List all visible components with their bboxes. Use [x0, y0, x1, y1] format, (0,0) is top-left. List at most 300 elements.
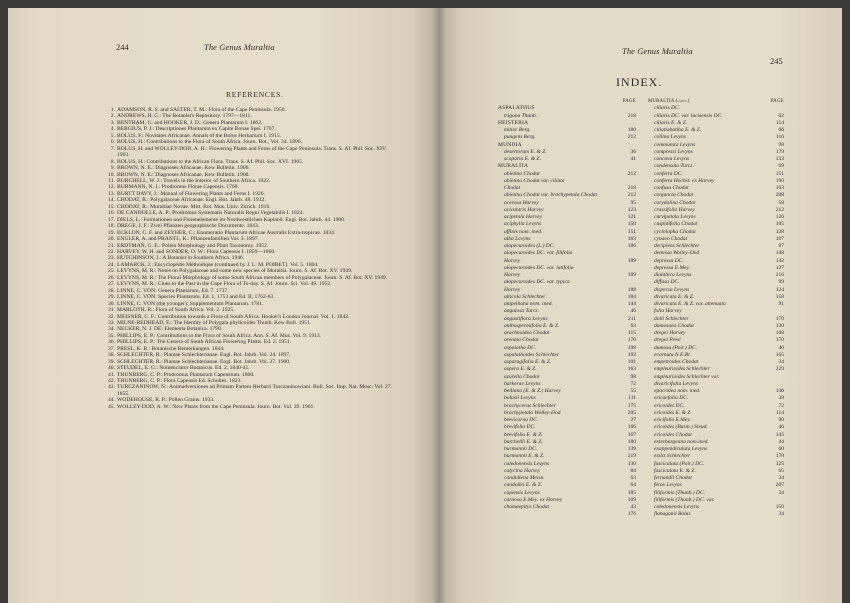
- reference-text: BOLUS, H.: Contributions to the Flora of South Africa. Journ. Bot., Vol. 34. 1896.: [117, 139, 303, 146]
- index-entry-page: 121: [627, 214, 636, 220]
- index-entry: [648, 504, 784, 511]
- reference-number: 28.: [108, 287, 115, 294]
- reference-number: 24.: [108, 261, 115, 268]
- index-entry: [498, 294, 636, 301]
- reference-number: 7.: [110, 145, 115, 152]
- reference-item: [104, 146, 394, 159]
- index-entry-name: arenata Chodat: [504, 337, 539, 344]
- index-entry-page: 150: [627, 221, 636, 228]
- index-entry-page: 218: [627, 112, 636, 119]
- index-entry: [648, 497, 784, 504]
- index-entry-name: barkerae Levyns: [504, 380, 541, 387]
- reference-text: BENTHAM, G. and HOOKER, J. D.: Genera Plantarum I. 1862.: [117, 119, 263, 126]
- reference-text: SCHLECHTER, R.: Plantae Schlechterianae. Engl. Bot. Jahrb. Vol. 27. 1900.: [117, 358, 291, 365]
- index-entry-name: empleurioides Schlechter: [654, 366, 710, 373]
- reference-text: BOLUS, F.: Novitates Africanae. Annals of the Bolus Herbarium I. 1915.: [117, 132, 282, 139]
- index-entry-name: calycina Harvey: [504, 467, 541, 474]
- reference-text: BURMANN, N. J.: Prodromus Florae Capensis. 1768.: [117, 184, 239, 191]
- index-entry-page: 216: [775, 272, 784, 278]
- index-entry-name: abietina Chodat var. ciliata: [504, 177, 565, 184]
- index-entry: [498, 200, 636, 207]
- index-entry: [648, 250, 784, 257]
- index-entry-name: exappendiculata Levyns: [654, 446, 707, 452]
- index-entry-page: 176: [627, 511, 636, 518]
- gutter-shadow: [432, 8, 446, 603]
- index-entry: [648, 352, 784, 359]
- index-entry-name: cuspidifolia Chodat: [654, 221, 698, 228]
- index-entry-page: 95: [630, 199, 636, 206]
- index-entry-page: 34: [778, 359, 784, 365]
- index-entry-name: brachyceras Schlechter: [504, 402, 556, 409]
- index-entry-page: 130: [627, 460, 636, 467]
- index-entry-page: [618, 265, 636, 272]
- index-entry-name: fasciculata E. & Z.: [654, 467, 696, 474]
- index-entry-name: dregei Harvey: [654, 330, 686, 336]
- index-entry: [648, 366, 784, 373]
- index-entry: [498, 243, 636, 250]
- index-entry-page: 145: [775, 431, 784, 438]
- index-entry: [498, 374, 636, 381]
- index-entry: [648, 279, 784, 286]
- reference-number: 44.: [108, 397, 115, 404]
- index-entry: [648, 127, 784, 134]
- index-entry-name: burmannii E. & Z.: [504, 453, 545, 460]
- index-entry-name: divaricifolia Levyns: [654, 380, 698, 387]
- index-entry: [648, 395, 784, 402]
- index-entry: [498, 229, 636, 236]
- index-entry: [498, 265, 636, 272]
- index-entry-name: dolli Schlechter: [654, 315, 689, 322]
- index-entry: [498, 308, 636, 315]
- index-entry-name: Chodat: [504, 185, 521, 191]
- index-entry-page: 66: [778, 127, 784, 133]
- index-entry: [648, 120, 784, 127]
- index-entry-page: 63: [630, 475, 636, 481]
- index-entry-page: 205: [627, 409, 636, 416]
- index-entry: [498, 134, 636, 141]
- index-entry-page: 189: [627, 272, 636, 278]
- index-entry: [498, 185, 636, 192]
- index-entry-name: trigona Thunb.: [504, 112, 538, 119]
- index-entry: [498, 359, 636, 366]
- index-entry-page: 212: [627, 134, 636, 141]
- index-entry-name: brevifolia E. & Z.: [504, 431, 543, 438]
- reference-number: 27.: [108, 281, 115, 288]
- index-entry: [498, 511, 636, 518]
- index-entry-page: 116: [775, 134, 784, 141]
- index-entry: [648, 294, 784, 301]
- index-entry: [648, 243, 784, 250]
- index-entry-page: 98: [630, 373, 636, 380]
- reference-number: 11.: [108, 177, 115, 184]
- reference-text: ANDREWS, H. C.: The Botanist's Repository. 1797—1811.: [117, 113, 252, 120]
- reference-text: LAMARCK, J.: Encyclopédie Méthodique (continued by J. L. M. POIRET). Vol. 5. 1804.: [117, 261, 319, 268]
- reference-text: LINNE, C. VON (the younger): Supplementum Plantarum. 1781.: [117, 300, 264, 307]
- reference-number: 12.: [108, 184, 115, 191]
- index-entry-page: 34: [778, 511, 784, 518]
- index-entry-name: acicularis Harvey: [504, 206, 544, 213]
- index-entry-page: 34: [778, 475, 784, 481]
- index-entry-name: commutata Levyns: [654, 141, 696, 148]
- index-entry: [498, 163, 636, 170]
- references-title: REFERENCES.: [226, 90, 284, 99]
- index-entry-page: 208: [775, 192, 784, 199]
- index-entry: [498, 113, 636, 120]
- reference-number: 22.: [108, 248, 115, 255]
- reference-text: CHODAT, R.: Polygalaceae Africanae. Engl. Bot. Jahrb. 48. 1912.: [117, 197, 266, 204]
- index-entry-page: 43: [630, 504, 636, 510]
- index-entry-page: 38: [778, 395, 784, 402]
- reference-number: 39.: [108, 358, 115, 365]
- left-page: [8, 8, 438, 603]
- reference-text: BROWN, N. E.: Diagnoses Africanae. Kew Bulletin. 1906.: [117, 165, 250, 172]
- index-entry-page: 180: [627, 127, 636, 133]
- index-entry: [498, 142, 636, 149]
- index-entry-name: exterbargeana nom.ined.: [654, 438, 709, 445]
- index-entry-name: ecornuta N.E.Br.: [654, 351, 691, 358]
- index-entry: [648, 178, 784, 185]
- index-entry-name: chamaepitys Chodat: [504, 504, 550, 510]
- index-entry: [648, 134, 784, 141]
- index-entry: [648, 490, 784, 497]
- index-entry-name: demissa Wolley-Dod: [654, 250, 700, 257]
- index-entry-name: conjuncta Chodat: [654, 192, 694, 199]
- index-entry-name: corydalina Chodat: [654, 199, 696, 206]
- reference-text: BROWN, N. E.: Diagnoses Africanae. Kew Bulletin. 1908.: [117, 171, 250, 178]
- index-entry-page: 144: [627, 301, 636, 307]
- index-entry-name: alopecuroides DC. var. latifolia: [504, 264, 574, 271]
- index-entry-name: burmannii DC.: [504, 446, 538, 452]
- index-header-label: [498, 98, 618, 105]
- reference-number: 16.: [108, 210, 115, 217]
- index-entry-page: 58: [778, 199, 784, 206]
- reference-number: 34.: [108, 326, 115, 333]
- index-entry: [498, 105, 636, 112]
- reference-number: 8.: [110, 158, 115, 165]
- index-entry-page: 151: [775, 170, 784, 177]
- index-entry: [498, 417, 636, 424]
- index-entry-page: [618, 279, 636, 286]
- index-entry-name: depressa DC.: [654, 257, 684, 264]
- index-entry: [648, 388, 784, 395]
- reference-text: PHILLIPS, E. P.: Contributions to the Flora of South Africa. Ann. S. Af. Mus. Vol. 9. 1913.: [117, 332, 322, 339]
- index-entry-name: arachnoidea Chodat: [504, 330, 550, 336]
- reference-text: PRESL, K. B.: Botanische Bemerkungen. 1844.: [117, 345, 225, 352]
- index-entry-page: 36: [630, 148, 636, 155]
- index-entry-name: candollei E. & Z.: [504, 482, 543, 489]
- index-entry: [648, 142, 784, 149]
- index-entry-page: 212: [775, 206, 784, 213]
- index-entry-name: alopecuroides DC. var. filifolia: [504, 250, 573, 257]
- index-entry-name: divaricata E. & Z.: [654, 293, 695, 300]
- index-entry-page: 34: [778, 489, 784, 496]
- reference-number: 5.: [110, 132, 115, 139]
- index-entry-name: capensis Levyns: [504, 489, 540, 496]
- index-column-1: [498, 98, 636, 519]
- index-entry-page: 170: [627, 337, 636, 344]
- index-entry-page: 27: [630, 417, 636, 423]
- index-entry-name: burchellii E. & Z.: [504, 438, 543, 445]
- index-entry-name: azorella Chodat: [504, 373, 540, 380]
- index-entry-page: 150: [775, 504, 784, 510]
- index-entry-name: Harvey: [504, 286, 521, 293]
- reference-text: LINNE, C. VON: Species Plantarum, Ed. 1, 1753 and Ed. II, 1762-63.: [117, 294, 275, 301]
- index-entry-page: 180: [627, 438, 636, 445]
- index-entry-page: 65: [778, 467, 784, 474]
- index-entry: [498, 381, 636, 388]
- index-entry: [498, 250, 636, 257]
- reference-text: MARLOTH, R.: Flora of South Africa. Vol. 2. 1925.: [117, 307, 235, 314]
- index-entry: [498, 345, 636, 352]
- index-entry-page: [618, 120, 636, 127]
- reference-number: 10.: [108, 171, 115, 178]
- index-entry: [648, 192, 784, 199]
- index-entry-page: 189: [627, 257, 636, 264]
- index-entry-page: 91: [778, 301, 784, 307]
- reference-number: 36.: [108, 339, 115, 346]
- index-entry-name: dumosaea Chodat: [654, 322, 694, 329]
- index-entry-name: brevicornu DC.: [504, 417, 539, 423]
- reference-text: NECKER, N. J. DE: Elementa Botanica. 1790.: [117, 326, 223, 333]
- index-entry-name: dregei Presl: [654, 337, 681, 344]
- index-entry: [498, 214, 636, 221]
- index-entry: [498, 366, 636, 373]
- index-entry-page: 125: [775, 460, 784, 467]
- index-entry-name: empetroides Chodat: [654, 359, 699, 365]
- index-entry-page: [618, 250, 636, 257]
- index-entry-page: 111: [628, 395, 636, 402]
- index-entry: [498, 258, 636, 265]
- index-entry-name: ciliaris E. & Z.: [654, 119, 688, 126]
- index-entry: [648, 417, 784, 424]
- index-entry-name: caledonensis Levyns: [504, 460, 550, 467]
- index-entry: [648, 236, 784, 243]
- index-entry-name: ciliaris DC. var. lucisensis DC.: [654, 112, 723, 119]
- reference-number: 19.: [108, 229, 115, 236]
- index-entry: [498, 432, 636, 439]
- index-entry: [648, 403, 784, 410]
- index-entry: [498, 497, 636, 504]
- index-entry: [648, 287, 784, 294]
- index-entry-name: dialabica Levyns: [654, 272, 692, 278]
- reference-text: MILNE-REDHEAD, E.: The Identity of Polygala phylicoides Thunb. Kew Bull. 1951.: [117, 319, 312, 326]
- index-entry-page: 63: [630, 322, 636, 329]
- index-entry-page: 130: [775, 322, 784, 329]
- index-entry-name: caledonensis Levyns: [654, 504, 700, 510]
- reference-item: [104, 404, 394, 410]
- reference-text: WOLLEY-DOD, A. W.: New Plants from the Cape Peninsula. Journ. Bot. Vol. 39. 1901.: [117, 403, 315, 410]
- index-entry-page: 115: [627, 330, 636, 336]
- index-entry-name: condensata Turcz.: [654, 163, 694, 170]
- reference-text: DE CANDOLLE, A. P.: Prodromus Systematis Naturalis Regni Vegetabilis I. 1824.: [117, 210, 304, 217]
- index-entry-name: fasciculata (Poir.) DC.: [654, 460, 705, 467]
- index-entry-name: affinis nom. ined.: [504, 228, 543, 235]
- index-entry-page: 167: [627, 431, 636, 438]
- index-entry-name: abietina Chodat var. brachypetala Chodat: [504, 192, 598, 199]
- index-entry: [648, 258, 784, 265]
- reference-text: THUNBERG, C. P.: Flora Capensis Ed. Schultes. 1823.: [117, 378, 242, 385]
- index-entry: [498, 316, 636, 323]
- index-entry-name: candollena Meisn.: [504, 475, 545, 481]
- index-entry: [498, 236, 636, 243]
- index-entry: [648, 272, 784, 279]
- index-entry-name: empleurioides Schlechter var.: [654, 373, 720, 380]
- index-entry: [498, 272, 636, 279]
- index-entry: [498, 127, 636, 134]
- index-entry-name: alopecuroides DC. var. typica: [504, 279, 570, 286]
- index-entry-name: ampelhana nom. ined.: [504, 301, 553, 307]
- reference-number: 17.: [108, 216, 115, 223]
- index-entry: [648, 207, 784, 214]
- index-entry: [498, 330, 636, 337]
- reference-item: [104, 384, 394, 397]
- index-entry-name: crassifolia Harvey: [654, 206, 695, 213]
- index-entry: [648, 185, 784, 192]
- index-entry: [648, 381, 784, 388]
- index-entry: [498, 149, 636, 156]
- index-entry-page: 107: [775, 235, 784, 242]
- index-entry-page: 166: [627, 424, 636, 431]
- index-entry-name: alticola Schlechter: [504, 293, 546, 300]
- index-entry: [498, 178, 636, 185]
- index-entry: [648, 214, 784, 221]
- reference-number: 18.: [108, 223, 115, 230]
- index-entry: [498, 221, 636, 228]
- index-entry-name: carnosa E.Mey. ex Harvey: [504, 496, 563, 503]
- reference-number: 31.: [108, 307, 115, 314]
- index-entry-name: divaricata E. & Z. var. attenuata: [654, 301, 726, 307]
- index-entry: [648, 359, 784, 366]
- index-entry-page: [766, 381, 784, 388]
- index-entry: [498, 468, 636, 475]
- index-entry: [498, 120, 636, 127]
- index-entry-name: Harvey: [504, 272, 521, 278]
- index-entry: [498, 171, 636, 178]
- index-entry-page: 84: [630, 467, 636, 474]
- reference-number: 2.: [110, 113, 115, 120]
- index-entry-page: 124: [775, 286, 784, 293]
- index-entry-name: compressi Levyns: [654, 148, 693, 155]
- reference-text: CHODAT, R.: Muraltiae Novae. Mitt. Bot. Mus. Univ. Zurich. 1916.: [117, 203, 271, 210]
- index-entry-name: depressa E.Mey.: [654, 264, 690, 271]
- reference-text: ERDTMAN, G. E.: Pollen Morphology and Plant Taxonomy. 1952.: [117, 242, 269, 249]
- reference-text: BOLUS, H.: Contributions to the African Flora. Trans. S. Af. Phil. Soc. XVI. 1905.: [117, 158, 304, 165]
- index-entry-page: [618, 142, 636, 149]
- index-entry-page: 90: [778, 417, 784, 423]
- index-entry: [648, 337, 784, 344]
- reference-text: LEVYNS, M. R.: The Floral Morphology of some South African members of Polygalaceae. Journ. S. Af. Bot. XV. 1949.: [117, 274, 388, 281]
- index-entry-page: 163: [627, 366, 636, 373]
- right-page-number: 245: [770, 56, 783, 66]
- index-entry-page: [766, 374, 784, 381]
- index-entry: [648, 200, 784, 207]
- reference-text: STEUDEL, E. G.: Nomenclator Botanicus. Ed. 2. 1840-41.: [117, 365, 250, 372]
- index-entry-page: 186: [627, 243, 636, 249]
- index-entry-name: conferta Hochst. ex Harvey: [654, 177, 715, 184]
- index-entry-name: ferox Levyns: [654, 482, 682, 489]
- index-entry-name: acipetala Harvey: [504, 214, 543, 220]
- index-entry-page: 183: [627, 235, 636, 242]
- reference-number: 4.: [110, 126, 115, 133]
- index-entry-name: ciliatiabatiba E. & Z.: [654, 127, 702, 133]
- index-entry: [498, 482, 636, 489]
- index-entry-name: alopecuroides (L.) DC.: [504, 243, 555, 249]
- index-entry-page: 114: [775, 119, 784, 126]
- index-entry-page: [766, 497, 784, 504]
- reference-number: 45.: [108, 403, 115, 410]
- left-running-head: The Genus Muraltia: [204, 42, 275, 52]
- reference-text: ENGLER, A. and PRANTL, K.: Pflanzenfamilien Vol. 3. 1897.: [117, 236, 259, 243]
- reference-text: ADAMSON, R. S. and SALTER, T. M.: Flora of the Cape Peninsula. 1950.: [117, 107, 286, 113]
- index-entry: [648, 475, 784, 482]
- reference-text: BOLUS, H. and WOLLEY-DOD, A. H.: Flowering Plants and Ferns of the Cape Peninsula. Trans. S. Af. Phil. Soc. XIV. 1903.: [117, 145, 387, 159]
- index-entry-page: 170: [775, 337, 784, 344]
- index-entry-name: filiformis (Thunb.) DC.: [654, 489, 706, 496]
- index-entry-name: desertorum E. & Z.: [504, 148, 547, 155]
- index-entry: [498, 461, 636, 468]
- index-entry-name: confusa Chodat: [654, 185, 689, 191]
- index-entry-name: brevifolia DC.: [504, 424, 536, 431]
- index-entry: [648, 446, 784, 453]
- index-entry-name: ericaefolia DC.: [654, 395, 689, 402]
- reference-number: 38.: [108, 352, 115, 359]
- index-entry-page: 109: [627, 496, 636, 503]
- reference-number: 33.: [108, 319, 115, 326]
- reference-text: ECKLON, C. F. and ZEYHER, C.: Enumeratio Plantarum Africae Australis Extra-tropicae. 1834.: [117, 229, 336, 236]
- index-entry-page: [618, 105, 636, 112]
- reference-text: WODEHOUSE, R. P.: Pollen Grains. 1933.: [117, 397, 215, 404]
- index-entry-name: ciliaris DC.: [654, 105, 680, 112]
- reference-number: 6.: [110, 139, 115, 146]
- index-entry-page: 133: [775, 156, 784, 162]
- index-entry-name: brachypetala Wolley-Dod: [504, 409, 561, 416]
- index-entry-page: 44: [778, 438, 784, 445]
- index-entry-name: aspalathoides Schlechter: [504, 351, 560, 358]
- index-entry: [648, 468, 784, 475]
- reference-text: BERGIUS, P. J.: Descriptiones Plantarum ex Capite Bonae Spei. 1767.: [117, 126, 276, 133]
- index-entry: [498, 352, 636, 359]
- index-entry-page: 170: [775, 315, 784, 322]
- index-entry-page: 127: [775, 264, 784, 271]
- index-entry-page: 198: [627, 344, 636, 351]
- index-entry-name: anthospermifolia E. & Z.: [504, 322, 560, 329]
- index-entry-page: 212: [627, 170, 636, 177]
- reference-number: 42.: [108, 378, 115, 385]
- index-entry-page: 46: [778, 424, 784, 431]
- index-entry-name: asparagifolia E. & Z.: [504, 359, 552, 365]
- index-entry: [648, 316, 784, 323]
- index-entry-name: pungens Berg.: [504, 134, 536, 141]
- index-entry-name: cynaeo Chodat: [654, 235, 688, 242]
- index-entry-name: dumosa (Poir.) DC.: [654, 344, 698, 351]
- index-entry: [498, 337, 636, 344]
- index-entry-page: 64: [630, 482, 636, 489]
- index-entry-name: aciphylla Levyns: [504, 221, 542, 228]
- index-entry: [648, 482, 784, 489]
- index-entry-name: diffusa DC.: [654, 279, 680, 286]
- index-entry: [498, 403, 636, 410]
- index-entry-page: 46: [778, 344, 784, 351]
- index-entry-name: ASPALATHUS: [498, 105, 535, 112]
- index-entry: [498, 424, 636, 431]
- index-entry-name: aspera E. & Z.: [504, 366, 537, 373]
- index-entry-page: 128: [775, 228, 784, 235]
- reference-text: SCHLECHTER, R.: Plantae Schlechterianae. Engl. Bot. Jahrb. Vol. 24. 1897.: [117, 352, 291, 359]
- index-entry-name: decipiens Schlechter: [654, 243, 700, 249]
- index-entry-page: 190: [775, 177, 784, 184]
- index-entry: [648, 171, 784, 178]
- reference-number: 37.: [108, 345, 115, 352]
